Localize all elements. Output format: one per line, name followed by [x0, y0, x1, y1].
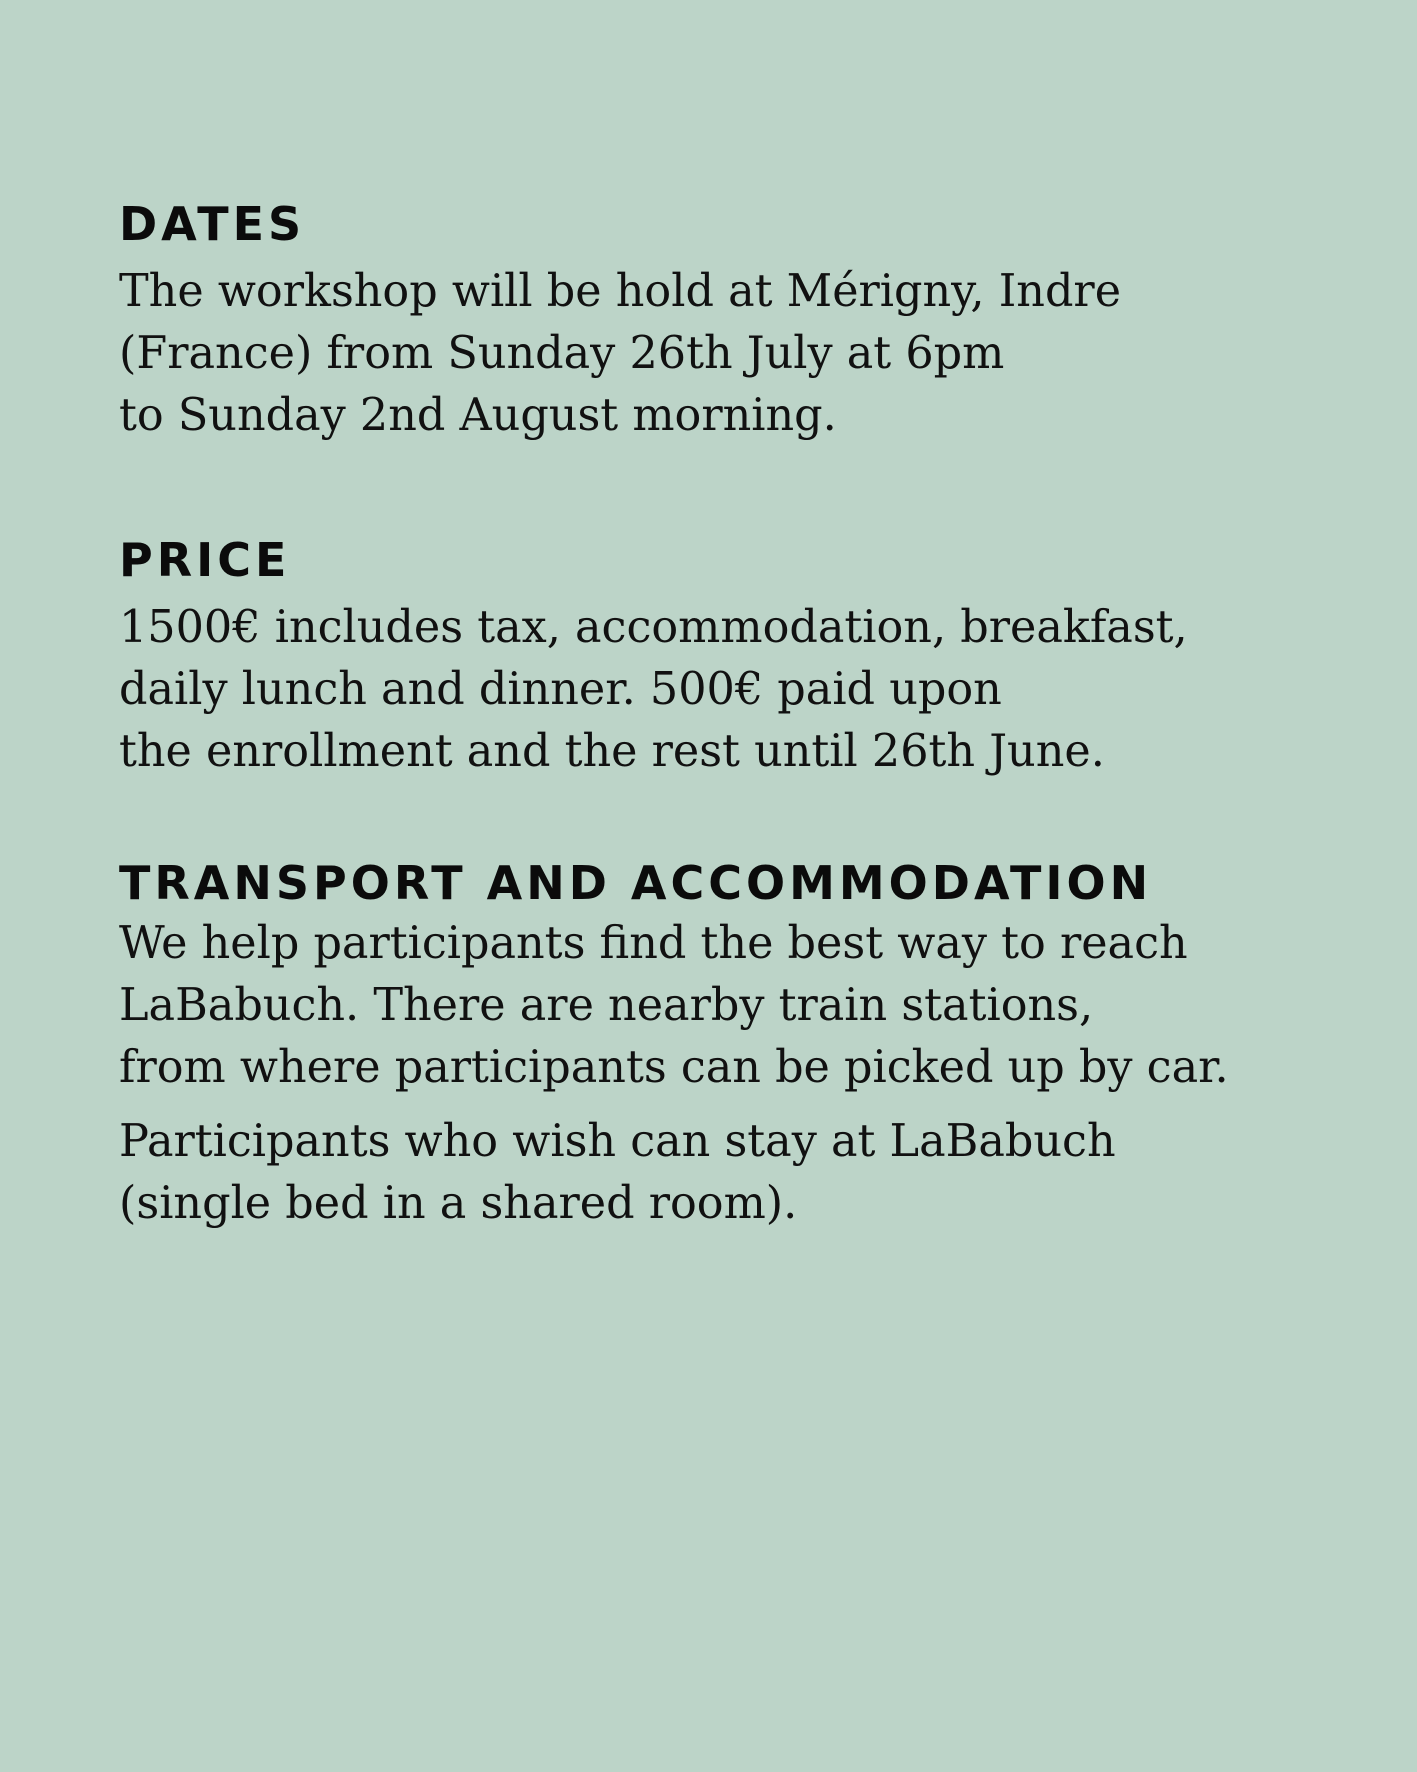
transport-line: We help participants find the best way to reach — [119, 918, 1188, 969]
price-line: daily lunch and dinner. 500€ paid upon — [119, 664, 1002, 715]
transport-line: LaBabuch. There are nearby train stations, — [119, 980, 1094, 1031]
price-line: the enrollment and the rest until 26th June. — [119, 726, 1105, 777]
info-page — [119, 0, 1359, 1772]
price-section — [119, 534, 1359, 783]
transport-line: from where participants can be picked up by car. — [119, 1042, 1229, 1093]
dates-heading: DATES — [119, 197, 306, 251]
dates-line: (France) from Sunday 26th July at 6pm — [119, 328, 1005, 379]
accommodation-line: (single bed in a shared room). — [119, 1178, 798, 1229]
price-line: 1500€ includes tax, accommodation, breakfast, — [119, 602, 1188, 653]
dates-line: The workshop will be hold at Mérigny, Indre — [119, 266, 1122, 317]
price-paragraph — [119, 597, 1359, 783]
accommodation-line: Participants who wish can stay at LaBabuch — [119, 1116, 1116, 1167]
transport-section — [119, 857, 1359, 1235]
dates-line: to Sunday 2nd August morning. — [119, 390, 837, 441]
price-heading: PRICE — [119, 533, 291, 587]
accommodation-paragraph — [119, 1111, 1359, 1235]
dates-paragraph — [119, 261, 1359, 447]
transport-paragraph — [119, 913, 1359, 1099]
transport-heading: TRANSPORT AND ACCOMMODATION — [119, 856, 1153, 910]
dates-section — [119, 198, 1359, 447]
